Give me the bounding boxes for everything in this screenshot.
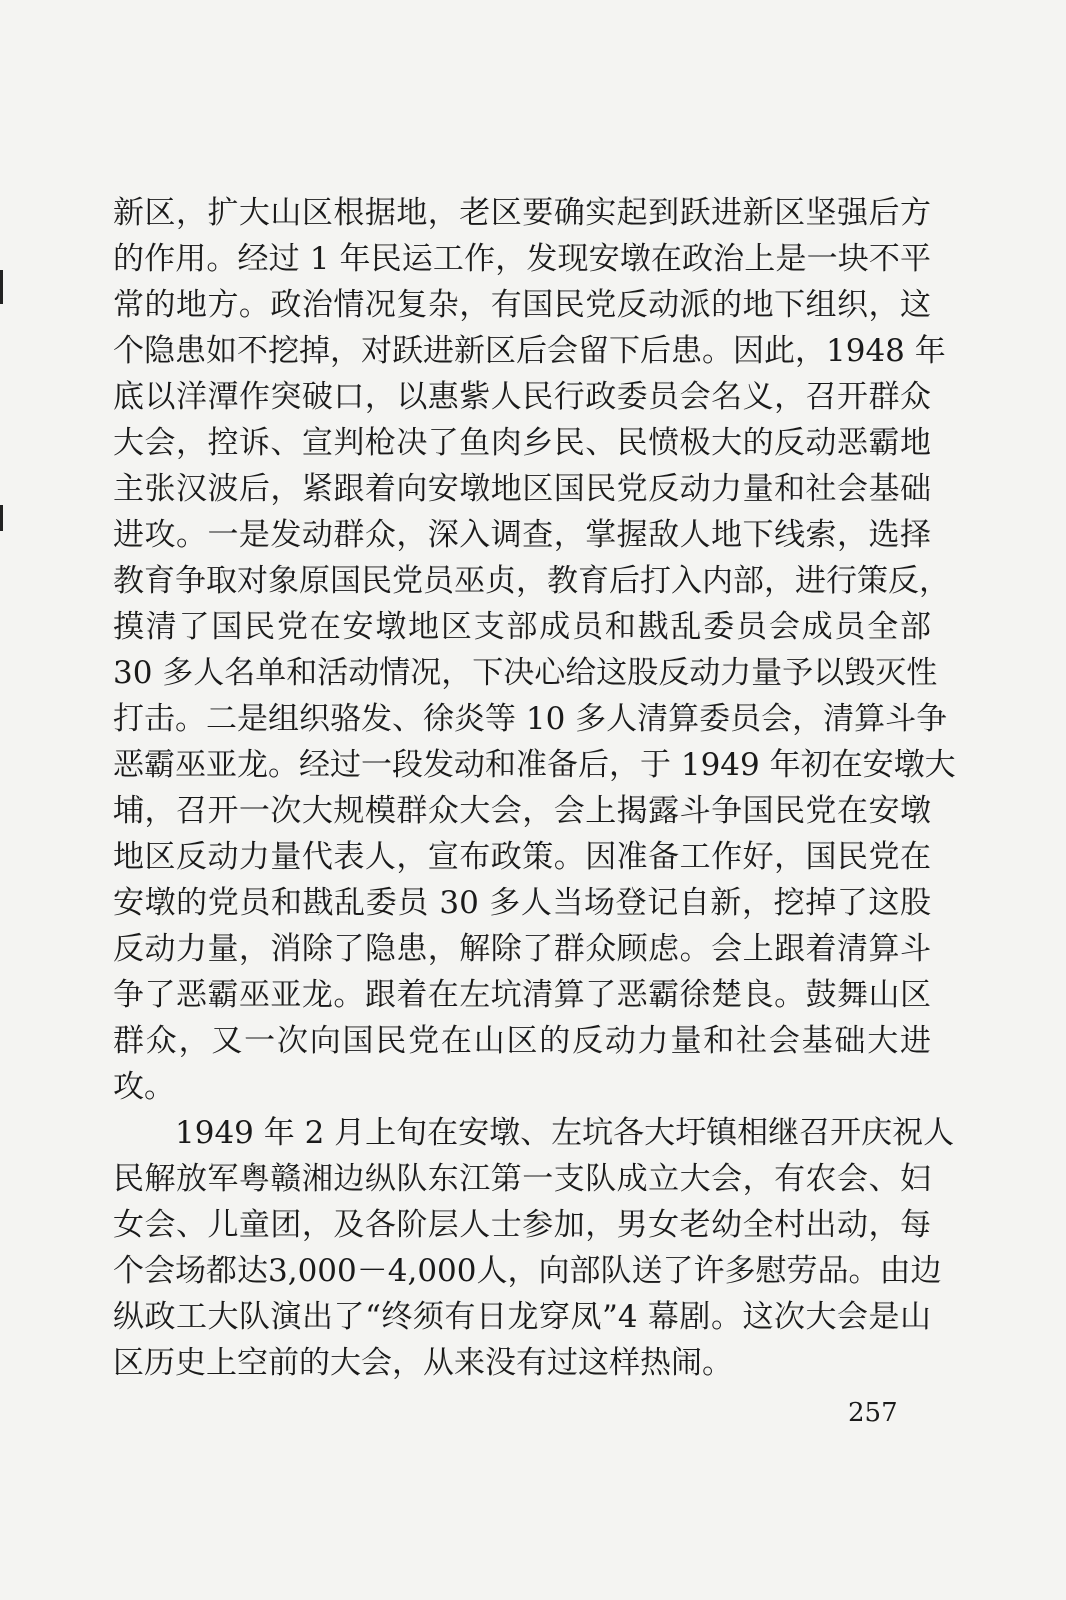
text-line: 教育争取对象原国民党员巫贞，教育后打入内部，进行策反， bbox=[113, 563, 950, 599]
text-line: 打击。二是组织骆发、徐炎等 10 多人清算委员会，清算斗争 bbox=[113, 701, 948, 737]
text-line: 个隐患如不挖掉，对跃进新区后会留下后患。因此，1948 年 bbox=[113, 333, 946, 369]
text-line: 恶霸巫亚龙。经过一段发动和准备后，于 1949 年初在安墩大 bbox=[113, 747, 956, 783]
text-line: 新区，扩大山区根据地，老区要确实起到跃进新区坚强后方 bbox=[113, 195, 931, 231]
text-line: 地区反动力量代表人，宣布政策。因准备工作好，国民党在 bbox=[113, 839, 931, 875]
text-line: 常的地方。政治情况复杂，有国民党反动派的地下组织，这 bbox=[113, 287, 931, 323]
paragraph-2 bbox=[113, 1110, 955, 1386]
body-text bbox=[113, 190, 956, 1386]
text-line: 女会、儿童团，及各阶层人士参加，男女老幼全村出动，每 bbox=[113, 1207, 931, 1243]
text-line: 大会，控诉、宣判枪决了鱼肉乡民、民愤极大的反动恶霸地 bbox=[113, 425, 931, 461]
text-line: 反动力量，消除了隐患，解除了群众顾虑。会上跟着清算斗 bbox=[113, 931, 931, 967]
text-line: 底以洋潭作突破口，以惠紫人民行政委员会名义，召开群众 bbox=[113, 379, 931, 415]
binding-edge-mark bbox=[0, 505, 3, 531]
text-line: 争了恶霸巫亚龙。跟着在左坑清算了恶霸徐楚良。鼓舞山区 bbox=[113, 977, 931, 1013]
binding-edge-mark bbox=[0, 270, 3, 304]
text-line: 纵政工大队演出了“终须有日龙穿凤”4 幕剧。这次大会是山 bbox=[113, 1299, 931, 1335]
text-line: 30 多人名单和活动情况，下决心给这股反动力量予以毁灭性 bbox=[113, 655, 938, 691]
text-line: 群众，又一次向国民党在山区的反动力量和社会基础大进 bbox=[113, 1023, 931, 1059]
text-line: 进攻。一是发动群众，深入调查，掌握敌人地下线索，选择 bbox=[113, 517, 931, 553]
text-line: 摸清了国民党在安墩地区支部成员和戡乱委员会成员全部 bbox=[113, 609, 931, 645]
page-number: 257 bbox=[848, 1398, 898, 1428]
text-line: 攻。 bbox=[113, 1069, 175, 1105]
text-line: 1949 年 2 月上旬在安墩、左坑各大圩镇相继召开庆祝人 bbox=[175, 1115, 955, 1151]
text-line: 民解放军粤赣湘边纵队东江第一支队成立大会，有农会、妇 bbox=[113, 1161, 931, 1197]
text-line: 区历史上空前的大会，从来没有过这样热闹。 bbox=[113, 1345, 733, 1381]
text-line: 的作用。经过 1 年民运工作，发现安墩在政治上是一块不平 bbox=[113, 241, 931, 277]
text-line: 个会场都达3,000－4,000人，向部队送了许多慰劳品。由边 bbox=[113, 1253, 942, 1289]
text-line: 主张汉波后，紧跟着向安墩地区国民党反动力量和社会基础 bbox=[113, 471, 931, 507]
text-line: 安墩的党员和戡乱委员 30 多人当场登记自新，挖掉了这股 bbox=[113, 885, 931, 921]
text-line: 埔，召开一次大规模群众大会，会上揭露斗争国民党在安墩 bbox=[113, 793, 931, 829]
paragraph-1 bbox=[113, 190, 956, 1110]
